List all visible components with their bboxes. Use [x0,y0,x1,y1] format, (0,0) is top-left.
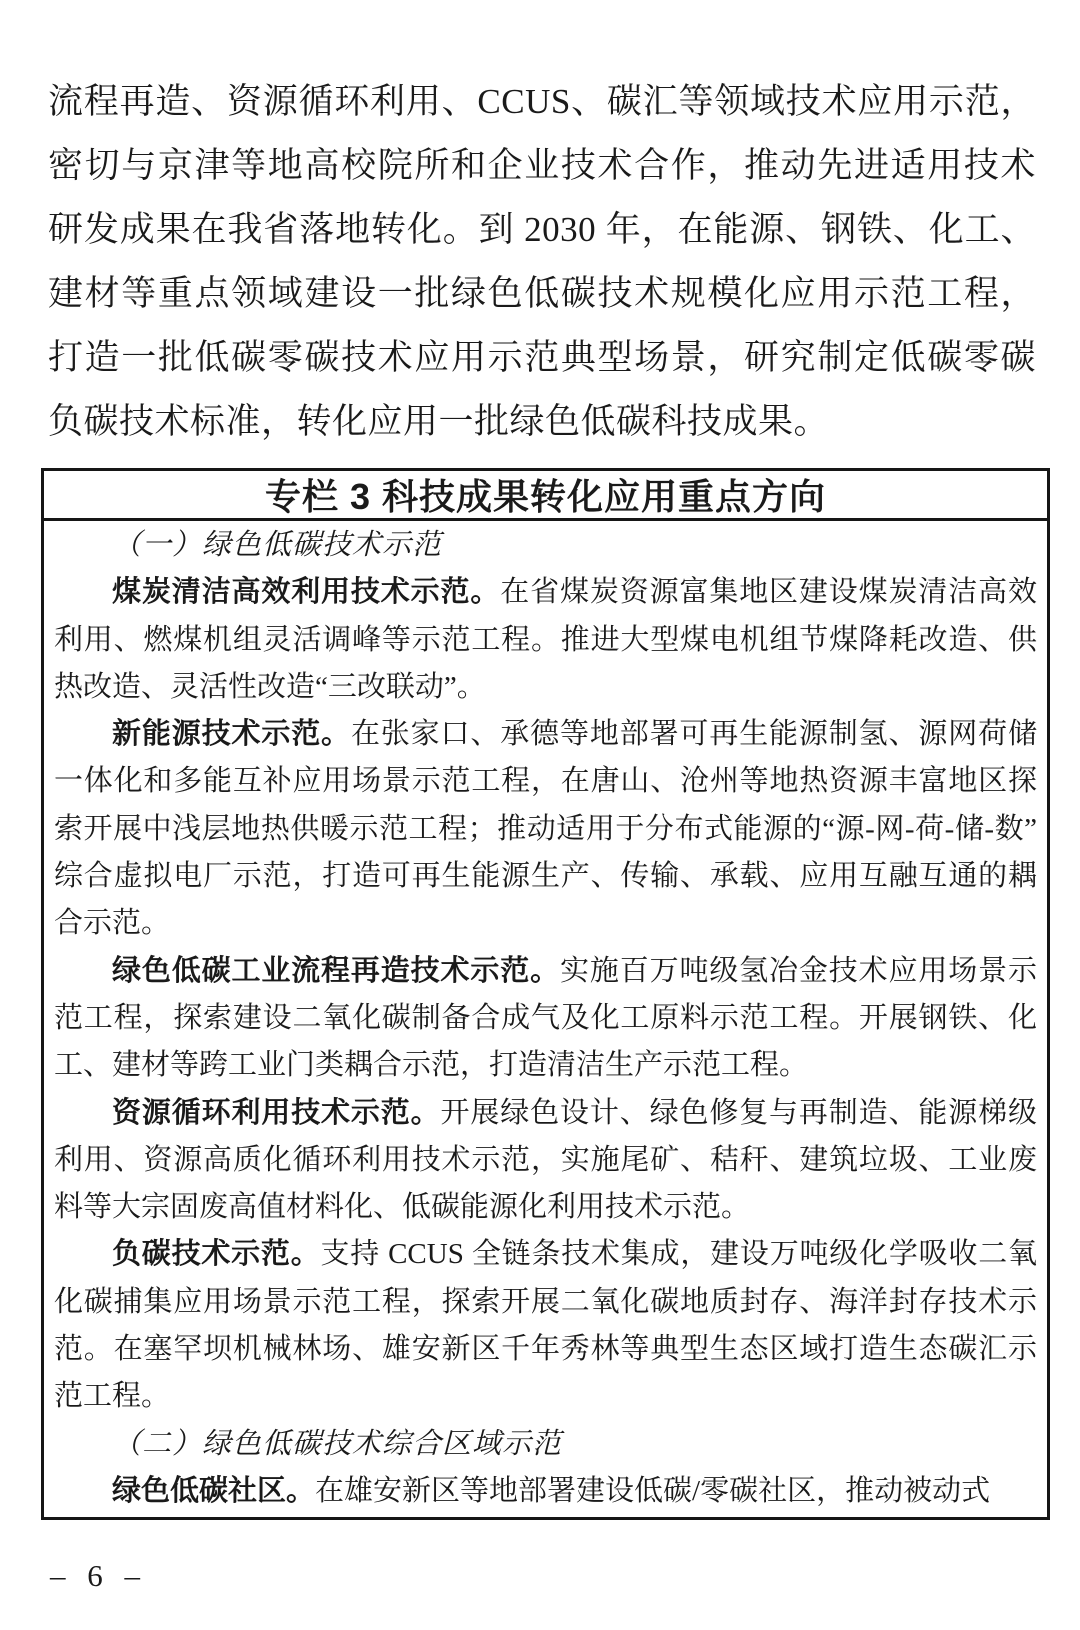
section-item [54,1468,1037,1515]
page-number: – 6 – [50,1558,142,1593]
section-item [54,1090,1037,1232]
callout-box [41,468,1050,1520]
item-lead: 负碳技术示范。 [112,1238,321,1271]
body-paragraph: 流程再造、资源循环利用、CCUS、碳汇等领域技术应用示范，密切与京津等地高校院所和企业技术合作，推动先进适用技术研发成果在我省落地转化。到 2030 年，在能源、钢铁、化工、建材等重点领域建设一批绿色低碳技术规模化应用示范工程，打造一批低碳零碳技术应用示范典型场景，研究制定低碳零碳负碳技术标准，转化应用一批绿色低碳科技成果。 [48,82,1036,441]
item-lead: 绿色低碳工业流程再造技术示范。 [112,954,560,987]
item-text: 开展绿色设计、绿色修复与再制造、能源梯级利用、资源高质化循环利用技术示范，实施尾矿、秸秆、建筑垃圾、工业废料等大宗固废高值材料化、低碳能源化利用技术示范。 [54,1096,1037,1224]
item-text: 在张家口、承德等地部署可再生能源制氢、源网荷储一体化和多能互补应用场景示范工程，在唐山、沧州等地热资源丰富地区探索开展中浅层地热供暖示范工程；推动适用于分布式能源的“源-网-荷-储-数”综合虚拟电厂示范，打造可再生能源生产、传输、承载、应用互融互通的耦合示范。 [54,718,1037,940]
item-lead: 资源循环利用技术示范。 [112,1096,441,1129]
section-item [54,711,1037,947]
callout-box-title: 专栏 3 科技成果转化应用重点方向 [44,471,1047,521]
item-text: 在雄安新区等地部署建设低碳/零碳社区，推动被动式 [315,1474,991,1507]
section-item [54,1231,1037,1420]
item-text: 在省煤炭资源富集地区建设煤炭清洁高效利用、燃煤机组灵活调峰等示范工程。推进大型煤电机组节煤降耗改造、供热改造、灵活性改造“三改联动”。 [54,576,1037,703]
section-item [54,569,1037,711]
section-heading: （一）绿色低碳技术示范 [112,529,443,561]
section-item [54,948,1037,1090]
item-lead: 绿色低碳社区。 [112,1474,316,1507]
panel-body [44,521,1047,1517]
item-lead: 新能源技术示范。 [112,718,351,751]
item-text: 支持 CCUS 全链条技术集成，建设万吨级化学吸收二氧化碳捕集应用场景示范工程，探索开展二氧化碳地质封存、海洋封存技术示范。在塞罕坝机械林场、雄安新区千年秀林等典型生态区域打造生态碳汇示范工程。 [54,1238,1037,1413]
section-heading: （二）绿色低碳技术综合区域示范 [112,1427,563,1460]
item-lead: 煤炭清洁高效利用技术示范。 [112,576,501,609]
item-text: 实施百万吨级氢冶金技术应用场景示范工程，探索建设二氧化碳制备合成气及化工原料示范工程。开展钢铁、化工、建材等跨工业门类耦合示范，打造清洁生产示范工程。 [54,954,1037,1082]
body-text-block [48,70,1036,454]
